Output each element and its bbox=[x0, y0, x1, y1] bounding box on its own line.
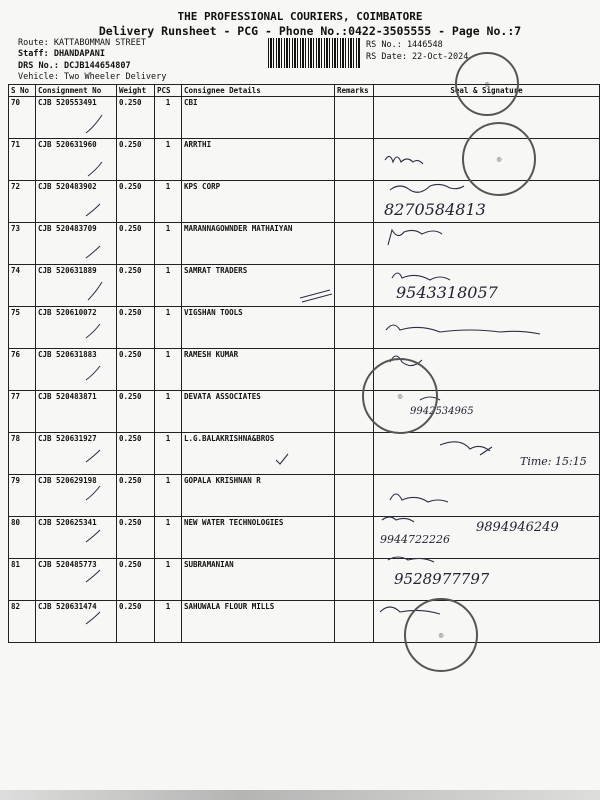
signature-73 bbox=[388, 230, 442, 245]
cell-consignment: CJB 520631960 bbox=[36, 139, 117, 181]
rs-number: RS No.: 1446548 bbox=[366, 40, 443, 50]
signature-75 bbox=[386, 325, 540, 334]
cell-consignee: VIGSHAN TOOLS bbox=[182, 307, 335, 349]
cell-consignment: CJB 520631883 bbox=[36, 349, 117, 391]
cell-sno: 70 bbox=[9, 97, 36, 139]
cell-pcs: 1 bbox=[155, 433, 182, 475]
cell-sno: 75 bbox=[9, 307, 36, 349]
cell-consignment: CJB 520625341 bbox=[36, 517, 117, 559]
cell-consignee: GOPALA KRISHNAN R bbox=[182, 475, 335, 517]
col-header-sno: S No bbox=[9, 85, 36, 97]
seal-stamp-70: ◎ bbox=[455, 52, 519, 116]
check-mark-78 bbox=[276, 454, 288, 464]
cell-pcs: 1 bbox=[155, 223, 182, 265]
staff-label: Staff: DHANDAPANI bbox=[18, 49, 105, 59]
cell-consignee: SAHUWALA FLOUR MILLS bbox=[182, 601, 335, 643]
runsheet-subtitle: Delivery Runsheet - PCG - Phone No.:0422-3505555 - Page No.:7 bbox=[98, 24, 522, 38]
cell-weight: 0.250 bbox=[117, 307, 155, 349]
signature-phone-77: 9942534965 bbox=[410, 406, 474, 417]
cell-sno: 81 bbox=[9, 559, 36, 601]
cell-sno: 80 bbox=[9, 517, 36, 559]
signature-phone-74: 9543318057 bbox=[396, 283, 498, 302]
cell-pcs: 1 bbox=[155, 139, 182, 181]
cell-consignee: SUBRAMANIAN bbox=[182, 559, 335, 601]
cell-consignment: CJB 520631889 bbox=[36, 265, 117, 307]
cell-consignee: ARRTHI bbox=[182, 139, 335, 181]
cell-consignment: CJB 520629198 bbox=[36, 475, 117, 517]
seal-stamp-77: ◎ bbox=[362, 358, 438, 434]
cell-sno: 76 bbox=[9, 349, 36, 391]
cell-consignment: CJB 520485773 bbox=[36, 559, 117, 601]
cell-sno: 78 bbox=[9, 433, 36, 475]
col-header-signature: Seal & Signature bbox=[374, 85, 600, 97]
col-header-consignee: Consignee Details bbox=[182, 85, 335, 97]
signature-78 bbox=[440, 442, 490, 451]
col-header-pcs: PCS bbox=[155, 85, 182, 97]
cell-pcs: 1 bbox=[155, 559, 182, 601]
cell-consignee: NEW WATER TECHNOLOGIES bbox=[182, 517, 335, 559]
cell-pcs: 1 bbox=[155, 265, 182, 307]
pen-mark-75 bbox=[300, 290, 332, 302]
cell-consignee: DEVATA ASSOCIATES bbox=[182, 391, 335, 433]
seal-stamp-71: ◎ bbox=[462, 122, 536, 196]
signature-72 bbox=[390, 184, 464, 192]
signature-phone-80: 9894946249 bbox=[476, 520, 559, 535]
col-header-consignment: Consignment No bbox=[36, 85, 117, 97]
cell-pcs: 1 bbox=[155, 349, 182, 391]
signature-71 bbox=[385, 156, 423, 164]
cell-weight: 0.250 bbox=[117, 601, 155, 643]
cell-sno: 73 bbox=[9, 223, 36, 265]
cell-sno: 71 bbox=[9, 139, 36, 181]
cell-pcs: 1 bbox=[155, 181, 182, 223]
cell-sno: 79 bbox=[9, 475, 36, 517]
vehicle-label: Vehicle: Two Wheeler Delivery bbox=[18, 72, 167, 82]
scan-edge bbox=[0, 790, 600, 800]
col-header-weight: Weight bbox=[117, 85, 155, 97]
cell-pcs: 1 bbox=[155, 307, 182, 349]
cell-weight: 0.250 bbox=[117, 181, 155, 223]
cell-consignee: CBI bbox=[182, 97, 335, 139]
cell-weight: 0.250 bbox=[117, 97, 155, 139]
cell-consignment: CJB 520483871 bbox=[36, 391, 117, 433]
cell-pcs: 1 bbox=[155, 517, 182, 559]
cell-weight: 0.250 bbox=[117, 223, 155, 265]
seal-stamp-82: ◎ bbox=[404, 598, 478, 672]
rs-date: RS Date: 22-Oct-2024 bbox=[366, 52, 469, 62]
cell-weight: 0.250 bbox=[117, 517, 155, 559]
signature-80 bbox=[382, 517, 414, 522]
cell-consignment: CJB 520610072 bbox=[36, 307, 117, 349]
cell-consignment: CJB 520553491 bbox=[36, 97, 117, 139]
signature-74 bbox=[392, 273, 450, 280]
cell-consignee: KPS CORP bbox=[182, 181, 335, 223]
drs-label: DRS No.: DCJB144654807 bbox=[18, 61, 131, 71]
signature-79 bbox=[390, 494, 448, 502]
cell-weight: 0.250 bbox=[117, 265, 155, 307]
cell-weight: 0.250 bbox=[117, 433, 155, 475]
cell-consignment: CJB 520483902 bbox=[36, 181, 117, 223]
cell-consignment: CJB 520631474 bbox=[36, 601, 117, 643]
cell-consignee: RAMESH KUMAR bbox=[182, 349, 335, 391]
cell-weight: 0.250 bbox=[117, 349, 155, 391]
cell-consignee: L.G.BALAKRISHNA&BROS bbox=[182, 433, 335, 475]
cell-pcs: 1 bbox=[155, 601, 182, 643]
signature-phone-81: 9528977797 bbox=[394, 570, 490, 588]
signature-81 bbox=[388, 557, 434, 562]
cell-weight: 0.250 bbox=[117, 391, 155, 433]
cell-sno: 77 bbox=[9, 391, 36, 433]
cell-consignee: SAMRAT TRADERS bbox=[182, 265, 335, 307]
cell-sno: 74 bbox=[9, 265, 36, 307]
cell-pcs: 1 bbox=[155, 391, 182, 433]
route-label: Route: KATTABOMMAN STREET bbox=[18, 38, 146, 48]
cell-sno: 72 bbox=[9, 181, 36, 223]
signature-phone-80b: 9944722226 bbox=[380, 533, 450, 546]
signature-phone-72: 8270584813 bbox=[384, 200, 486, 219]
cell-pcs: 1 bbox=[155, 475, 182, 517]
cell-weight: 0.250 bbox=[117, 559, 155, 601]
cell-weight: 0.250 bbox=[117, 475, 155, 517]
col-header-remarks: Remarks bbox=[335, 85, 374, 97]
company-title: THE PROFESSIONAL COURIERS, COIMBATORE bbox=[177, 10, 423, 23]
signature-time-78: Time: 15:15 bbox=[520, 455, 587, 468]
cell-consignee: MARANNAGOWNDER MATHAIYAN bbox=[182, 223, 335, 265]
cell-consignment: CJB 520631927 bbox=[36, 433, 117, 475]
cell-pcs: 1 bbox=[155, 97, 182, 139]
cell-consignment: CJB 520483709 bbox=[36, 223, 117, 265]
cell-sno: 82 bbox=[9, 601, 36, 643]
cell-weight: 0.250 bbox=[117, 139, 155, 181]
